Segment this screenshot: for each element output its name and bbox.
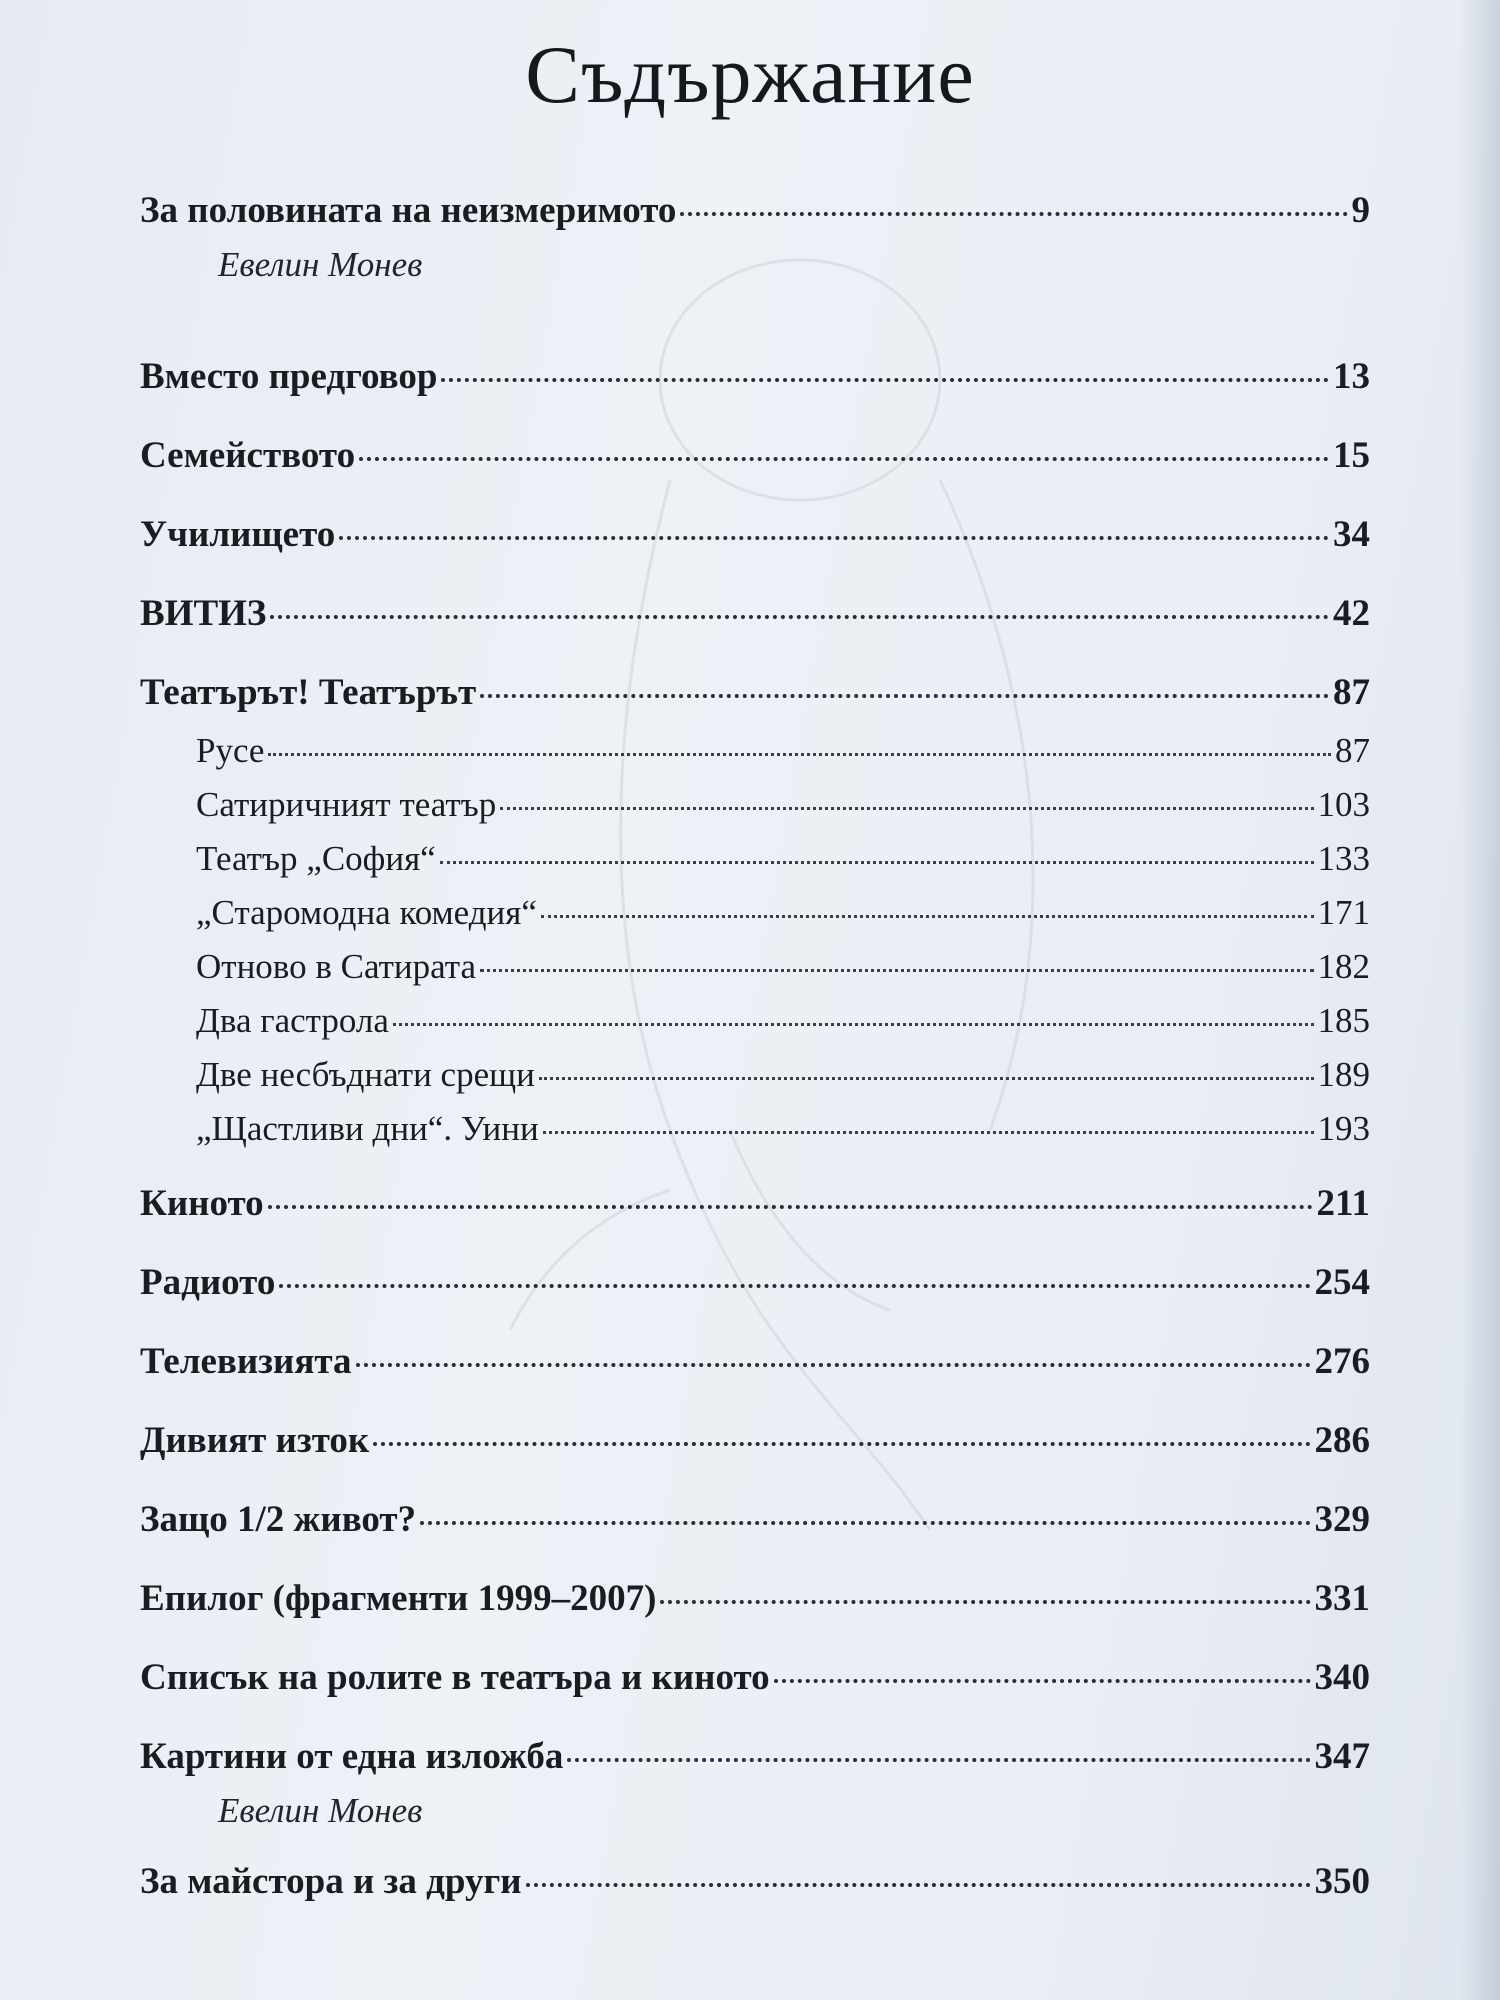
toc-entry[interactable] bbox=[140, 346, 1370, 408]
page-edge-shadow bbox=[1460, 0, 1500, 2000]
dot-leader bbox=[440, 861, 1314, 864]
dot-leader bbox=[660, 1600, 1310, 1604]
dot-leader bbox=[393, 1023, 1314, 1026]
dot-leader bbox=[359, 457, 1329, 461]
toc-page-number: 193 bbox=[1317, 1109, 1370, 1148]
dot-leader bbox=[270, 615, 1329, 619]
toc-page-number: 34 bbox=[1333, 514, 1370, 555]
toc-page-number: 347 bbox=[1314, 1736, 1370, 1777]
toc-subentry-title: Отново в Сатирата bbox=[196, 947, 476, 986]
table-of-contents bbox=[140, 180, 1370, 1913]
toc-page-number: 87 bbox=[1333, 672, 1370, 713]
toc-entry-title: ВИТИЗ bbox=[140, 593, 267, 634]
toc-entry[interactable] bbox=[140, 1331, 1370, 1393]
toc-page-number: 350 bbox=[1314, 1861, 1370, 1902]
toc-entry[interactable] bbox=[140, 1726, 1370, 1788]
toc-entry-title: Семейството bbox=[140, 435, 356, 476]
toc-entry-title: Театърът! Театърът bbox=[140, 672, 477, 713]
toc-entry[interactable] bbox=[140, 504, 1370, 566]
dot-leader bbox=[279, 1284, 1310, 1288]
toc-subentry[interactable] bbox=[140, 724, 1370, 778]
toc-subentry-title: Театър „София“ bbox=[196, 839, 436, 878]
toc-entry-title: Епилог (фрагменти 1999–2007) bbox=[140, 1578, 657, 1619]
dot-leader bbox=[373, 1442, 1310, 1446]
toc-page-number: 329 bbox=[1314, 1499, 1370, 1540]
toc-entry-title: Телевизията bbox=[140, 1341, 352, 1382]
toc-page-number: 13 bbox=[1333, 356, 1370, 397]
toc-entry[interactable] bbox=[140, 180, 1370, 242]
toc-subentry[interactable] bbox=[140, 886, 1370, 940]
toc-entry-title: Радиото bbox=[140, 1262, 276, 1303]
toc-page-number: 15 bbox=[1333, 435, 1370, 476]
toc-page-number: 171 bbox=[1317, 893, 1370, 932]
toc-subentry[interactable] bbox=[140, 832, 1370, 886]
dot-leader bbox=[268, 1205, 1313, 1209]
toc-subentry[interactable] bbox=[140, 778, 1370, 832]
toc-page-number: 254 bbox=[1314, 1262, 1370, 1303]
dot-leader bbox=[480, 694, 1329, 698]
dot-leader bbox=[480, 969, 1314, 972]
toc-entry-title: Вместо предговор bbox=[140, 356, 438, 397]
toc-page-number: 182 bbox=[1317, 947, 1370, 986]
toc-entry[interactable] bbox=[140, 583, 1370, 645]
dot-leader bbox=[356, 1363, 1311, 1367]
toc-entry[interactable] bbox=[140, 1647, 1370, 1709]
dot-leader bbox=[567, 1758, 1310, 1762]
toc-page-number: 331 bbox=[1314, 1578, 1370, 1619]
toc-page-number: 189 bbox=[1317, 1055, 1370, 1094]
toc-entry[interactable] bbox=[140, 425, 1370, 487]
toc-entry[interactable] bbox=[140, 1489, 1370, 1551]
toc-page-number: 103 bbox=[1317, 785, 1370, 824]
toc-page-number: 211 bbox=[1316, 1183, 1370, 1224]
dot-leader bbox=[420, 1521, 1310, 1525]
toc-page-number: 185 bbox=[1317, 1001, 1370, 1040]
toc-entry[interactable] bbox=[140, 1851, 1370, 1913]
dot-leader bbox=[543, 1131, 1314, 1134]
toc-entry-title: Картини от една изложба bbox=[140, 1736, 564, 1777]
toc-subentry-title: „Щастливи дни“. Уини bbox=[196, 1109, 539, 1148]
dot-leader bbox=[774, 1679, 1311, 1683]
toc-entry-title: Киното bbox=[140, 1183, 264, 1224]
toc-subentry-title: „Старомодна комедия“ bbox=[196, 893, 537, 932]
toc-subentry[interactable] bbox=[140, 994, 1370, 1048]
toc-entry[interactable] bbox=[140, 1173, 1370, 1235]
dot-leader bbox=[539, 1077, 1314, 1080]
toc-page-number: 42 bbox=[1333, 593, 1370, 634]
dot-leader bbox=[268, 753, 1331, 756]
dot-leader bbox=[500, 807, 1313, 810]
toc-subentry-title: Два гастрола bbox=[196, 1001, 389, 1040]
toc-entry-author: Евелин Монев bbox=[218, 1791, 423, 1830]
toc-entry-title: За майстора и за други bbox=[140, 1861, 522, 1902]
toc-entry-title: Защо 1/2 живот? bbox=[140, 1499, 417, 1540]
toc-entry[interactable] bbox=[140, 662, 1370, 724]
page-title: Съдържание bbox=[525, 29, 975, 120]
toc-subentry[interactable] bbox=[140, 940, 1370, 994]
toc-entry-title: Дивият изток bbox=[140, 1420, 370, 1461]
toc-entry-title: За половината на неизмеримото bbox=[140, 190, 677, 231]
toc-page-number: 340 bbox=[1314, 1657, 1370, 1698]
toc-page-number: 9 bbox=[1351, 190, 1370, 231]
toc-page-number: 133 bbox=[1317, 839, 1370, 878]
toc-entry[interactable] bbox=[140, 1410, 1370, 1472]
dot-leader bbox=[541, 915, 1314, 918]
dot-leader bbox=[680, 212, 1347, 216]
toc-subentry[interactable] bbox=[140, 1048, 1370, 1102]
toc-page-number: 276 bbox=[1314, 1341, 1370, 1382]
toc-entry-author: Евелин Монев bbox=[218, 245, 423, 284]
toc-entry[interactable] bbox=[140, 1252, 1370, 1314]
toc-subentry-title: Две несбъднати срещи bbox=[196, 1055, 535, 1094]
dot-leader bbox=[339, 536, 1329, 540]
toc-page-number: 286 bbox=[1314, 1420, 1370, 1461]
toc-subentry[interactable] bbox=[140, 1102, 1370, 1156]
toc-entry-title: Списък на ролите в театъра и киното bbox=[140, 1657, 770, 1698]
toc-subentry-title: Сатиричният театър bbox=[196, 785, 497, 824]
dot-leader bbox=[441, 378, 1329, 382]
toc-page-number: 87 bbox=[1335, 731, 1370, 770]
toc-entry-title: Училището bbox=[140, 514, 336, 555]
toc-entry[interactable] bbox=[140, 1568, 1370, 1630]
toc-subentry-title: Русе bbox=[196, 731, 265, 770]
dot-leader bbox=[526, 1883, 1311, 1887]
